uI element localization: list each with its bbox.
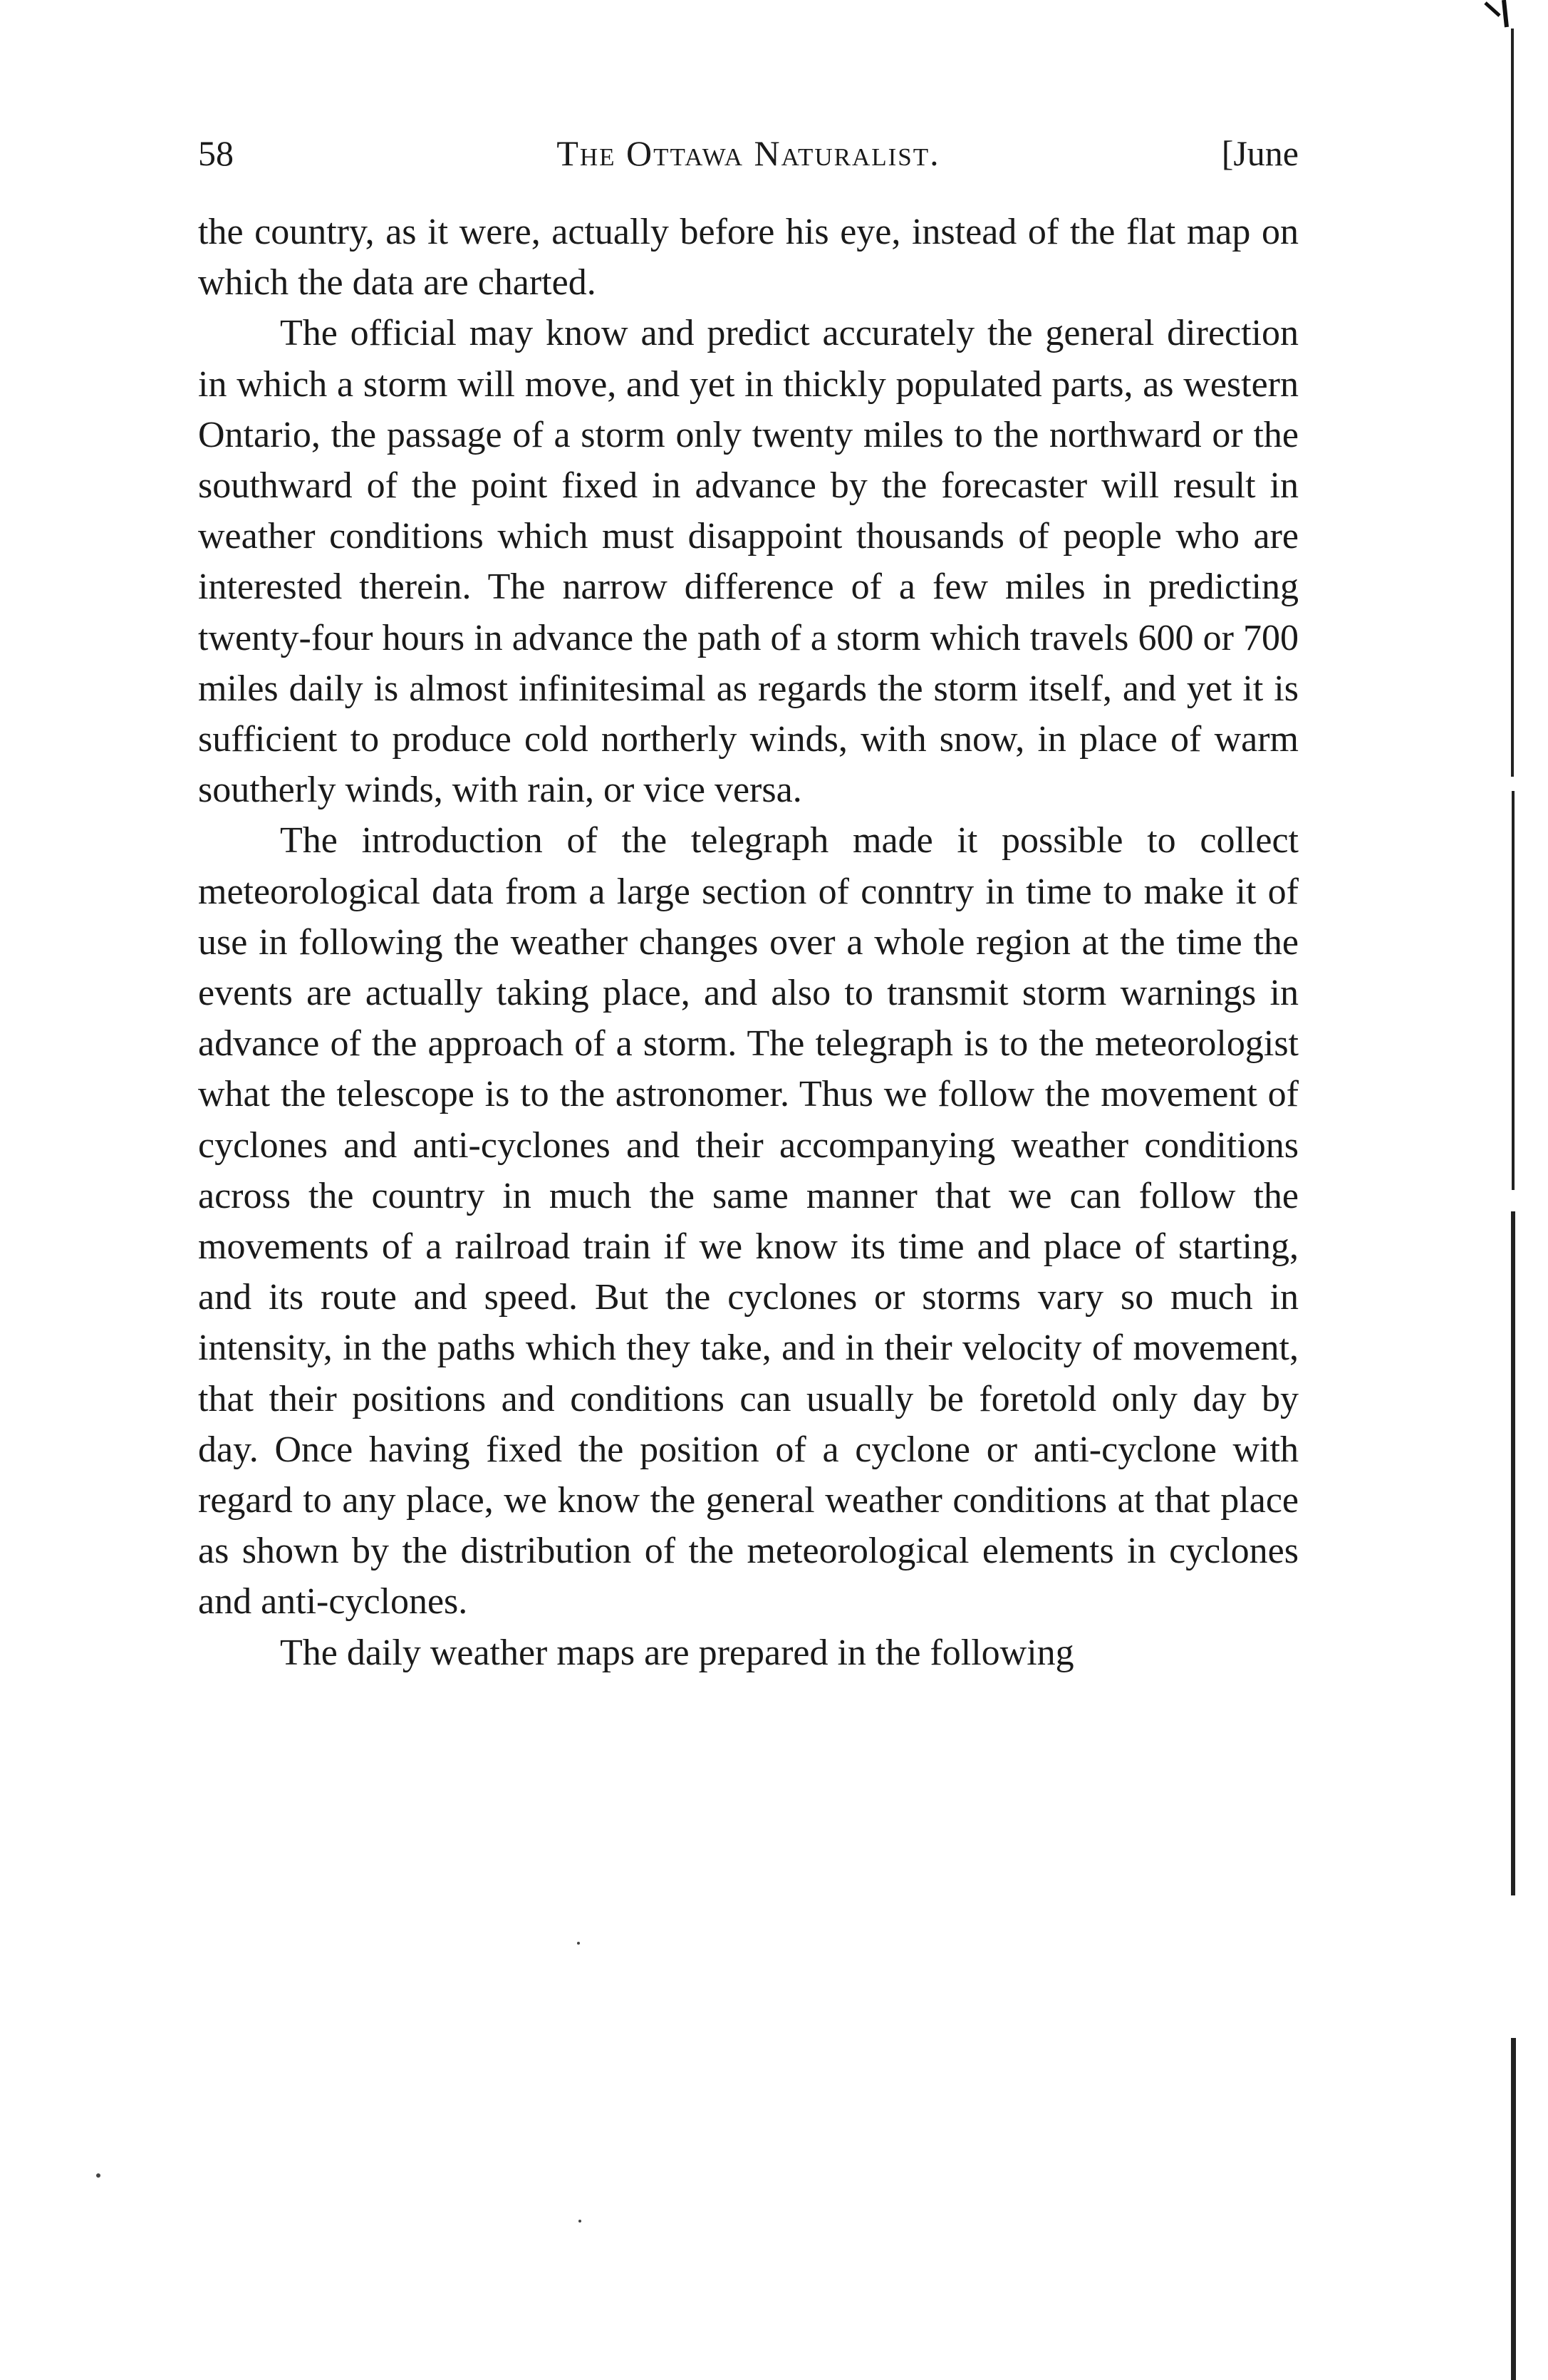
running-title: The Ottawa Naturalist. bbox=[556, 133, 940, 173]
paragraph-continuation: the country, as it were, actually before his eye, instead of the flat map on which the data are charted. bbox=[198, 212, 1299, 304]
running-header bbox=[198, 128, 1299, 178]
paragraph-weather-maps: The daily weather maps are prepared in the following bbox=[280, 1632, 1074, 1673]
scan-corner-mark bbox=[1484, 0, 1512, 29]
scan-speck bbox=[577, 1942, 580, 1945]
header-month: [June bbox=[1221, 133, 1299, 173]
scan-edge-line bbox=[1511, 0, 1518, 2378]
paragraph-telegraph: The introduction of the telegraph made it possible to collect meteorological data from a large section of conntry in time to make it of use in following the weather changes over a whole region at the time the events are actually taking place, and also to transmit storm warnings in advance of the approach of a storm. The telegraph is to the meteorologist what the telescope is to the astronomer. Thus we follow the movement of cyclones and anti-cyclones and their accompanying weather conditions across the country in much the same manner that we can follow the movements of a railroad train if we know its time and place of starting, and its route and speed. But the cyclones or storms vary so much in intensity, in the paths which they take, and in their velocity of movement, that their positions and conditions can usually be foretold only day by day. Once having fixed the position of a cyclone or anti-cyclone with regard to any place, we know the general weather conditions at that place as shown by the distribution of the meteorological elements in cyclones and anti-cyclones. bbox=[198, 820, 1299, 1623]
scan-speck bbox=[578, 2220, 581, 2223]
paragraph-forecast-accuracy: The official may know and predict accurately the general direction in which a storm will move, and yet in thickly populated parts, as western Ontario, the passage of a storm only twenty miles to the northward or the southward of the point fixed in advance by the forecaster will result in weather conditions which must disappoint thousands of people who are interested therein. The narrow difference of a few miles in predicting twenty-four hours in advance the path of a storm which travels 600 or 700 miles daily is almost infinitesimal as regards the storm itself, and yet it is sufficient to produce cold northerly winds, with snow, in place of warm southerly winds, with rain, or vice versa. bbox=[198, 313, 1299, 811]
body-text bbox=[198, 207, 1299, 1678]
scan-speck bbox=[96, 2173, 100, 2178]
page-number: 58 bbox=[198, 133, 234, 173]
